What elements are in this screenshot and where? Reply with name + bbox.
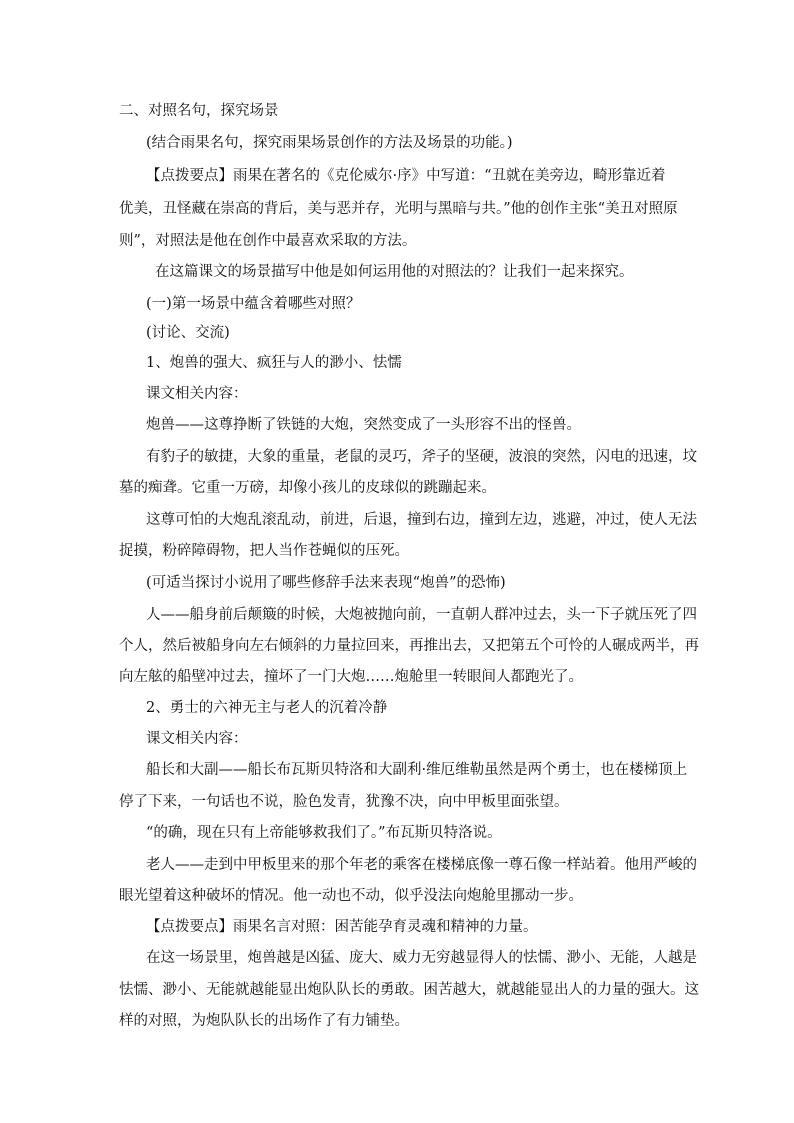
paragraph-line: 怯懦、渺小、无能就越能显出炮队队长的勇敢。困苦越大，就越能显出人的力量的强大。这 (119, 982, 699, 998)
paragraph-line: 炮兽——这尊挣断了铁链的大炮，突然变成了一头形容不出的怪兽。 (146, 417, 581, 433)
paragraph-line: 捉摸，粉碎障碍物，把人当作苍蝇似的压死。 (119, 543, 409, 559)
subheading: 1、炮兽的强大、疯狂与人的渺小、怯懦 (146, 355, 402, 371)
paragraph-line: 则”，对照法是他在创作中最喜欢采取的方法。 (119, 233, 417, 249)
paragraph-line: 墓的痴聋。它重一万磅，却像小孩儿的皮球似的跳蹦起来。 (119, 480, 496, 496)
paragraph-line: 人——船身前后颠簸的时候，大炮被抛向前，一直朝人群冲过去，头一下子就压死了四 (146, 607, 697, 623)
quote-line: “的确，现在只有上帝能够救我们了。”布瓦斯贝特洛说。 (146, 825, 502, 841)
paragraph-line: 在这篇课文的场景描写中他是如何运用他的对照法的？让我们一起来探究。 (155, 264, 634, 280)
paragraph-line: 课文相关内容： (146, 386, 248, 402)
paragraph-line: (讨论、交流) (146, 325, 230, 341)
paragraph-line: 停了下来，一句话也不说，脸色发青，犹豫不决，向中甲板里面张望。 (119, 794, 569, 810)
paragraph-line: 有豹子的敏捷，大象的重量，老鼠的灵巧，斧子的坚硬，波浪的突然，闪电的迅速，坟 (146, 449, 697, 465)
paragraph-line: 在这一场景里，炮兽越是凶猛、庞大、威力无穷越显得人的怯懦、渺小、无能，人越是 (146, 950, 697, 966)
paragraph-line: 【点拨要点】雨果名言对照：困苦能孕育灵魂和精神的力量。 (146, 919, 538, 935)
paragraph-line: 老人——走到中甲板里来的那个年老的乘客在楼梯底像一尊石像一样站着。他用严峻的 (146, 857, 697, 873)
paragraph-line: 这尊可怕的大炮乱滚乱动，前进，后退，撞到右边，撞到左边，逃避，冲过，使人无法 (146, 512, 697, 528)
subheading: 2、勇士的六神无主与老人的沉着冷静 (146, 700, 388, 716)
paragraph-line: 眼光望着这种破坏的情况。他一动也不动，似乎没法向炮舱里挪动一步。 (119, 888, 583, 904)
paragraph-line: 个人，然后被船身向左右倾斜的力量拉回来，再推出去，又把第五个可怜的人碾成两半，再 (119, 638, 699, 654)
paragraph-line: 向左舷的船壁冲过去，撞坏了一门大炮……炮舱里一转眼间人都跑光了。 (119, 669, 583, 685)
paragraph-line: 船长和大副——船长布瓦斯贝特洛和大副利·维厄维勒虽然是两个勇士，也在楼梯顶上 (146, 762, 688, 778)
section-heading: 二、对照名句，探究场景 (119, 103, 279, 119)
paragraph-line: 样的对照，为炮队队长的出场作了有力铺垫。 (119, 1013, 409, 1029)
paragraph-line: 优美，丑怪藏在崇高的背后，美与恶并存，光明与黑暗与共。”他的创作主张“美丑对照原 (119, 201, 678, 217)
subheading: (一)第一场景中蕴含着哪些对照？ (146, 296, 361, 312)
paragraph-line: 课文相关内容： (146, 731, 248, 747)
paragraph-line: 【点拨要点】雨果在著名的《克伦威尔·序》中写道：“丑就在美旁边，畸形靠近着 (146, 168, 666, 184)
paragraph-line: (可适当探讨小说用了哪些修辞手法来表现“炮兽”的恐怖) (146, 575, 506, 591)
paragraph-line: (结合雨果名句，探究雨果场景创作的方法及场景的功能。) (146, 135, 513, 151)
